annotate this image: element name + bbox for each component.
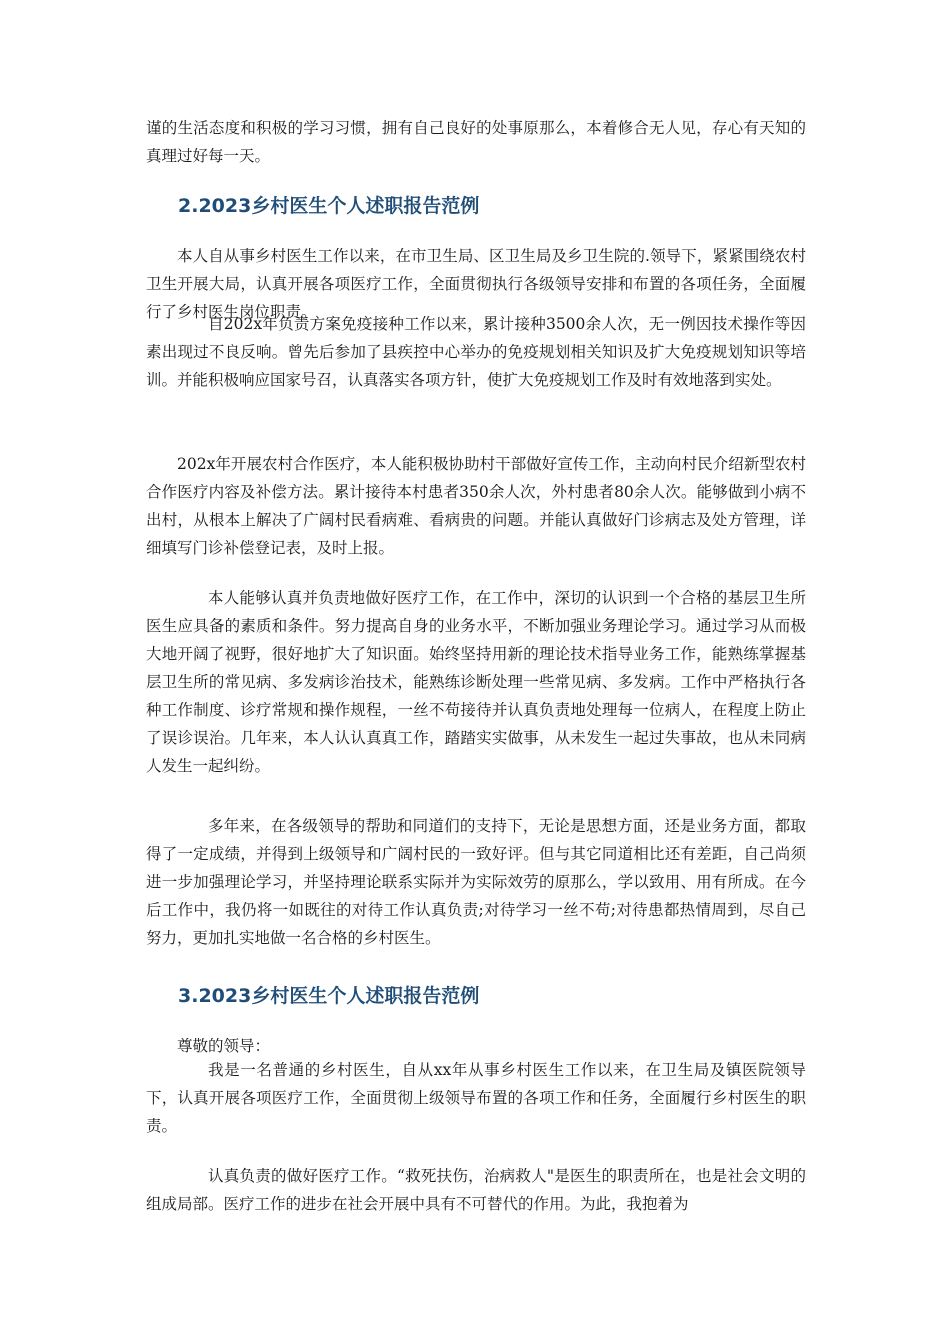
section-2-paragraph-4: 本人能够认真并负责地做好医疗工作，在工作中，深切的认识到一个合格的基层卫生所医生应具备的素质和条件。努力提高自身的业务水平，不断加强业务理论学习。通过学习从而极大地开阔了视野，很好地扩大了知识面。始终坚持用新的理论技术指导业务工作，能熟练掌握基层卫生所的常见病、多发病诊治技术，能熟练诊断处理一些常见病、多发病。工作中严格执行各种工作制度、诊疗常规和操作规程，一丝不苟接待并认真负责地处理每一位病人，在程度上防止了误诊误治。几年来，本人认认真真工作，踏踏实实做事，从未发生一起过失事故，也从未同病人发生一起纠纷。 (146, 589, 806, 775)
section-2-paragraph-1: 本人自从事乡村医生工作以来，在市卫生局、区卫生局及乡卫生院的.领导下，紧紧围绕农村卫生开展大局，认真开展各项医疗工作，全面贯彻执行各级领导安排和布置的各项任务，全面履行了乡村医生岗位职责。 (146, 247, 806, 321)
section-2-paragraph-2: 自202x年负责方案免疫接种工作以来，累计接种3500余人次，无一例因技术操作等因素出现过不良反响。曾先后参加了县疾控中心举办的免疫规划相关知识及扩大免疫规划知识等培训。并能积极响应国家号召，认真落实各项方针，使扩大免疫规划工作及时有效地落到实处。 (146, 315, 806, 389)
section-3-heading: 3.2023乡村医生个人述职报告范例 (178, 985, 480, 1007)
section-3-paragraph-1: 我是一名普通的乡村医生，自从xx年从事乡村医生工作以来，在卫生局及镇医院领导下，认真开展各项医疗工作，全面贯彻上级领导布置的各项工作和任务，全面履行乡村医生的职责。 (146, 1061, 806, 1135)
section-2-paragraph-5: 多年来，在各级领导的帮助和同道们的支持下，无论是思想方面，还是业务方面，都取得了一定成绩，并得到上级领导和广阔村民的一致好评。但与其它同道相比还有差距，自己尚须进一步加强理论学习，并坚持理论联系实际并为实际效劳的原那么，学以致用、用有所成。在今后工作中，我仍将一如既往的对待工作认真负责;对待学习一丝不苟;对待患都热情周到，尽自己努力，更加扎实地做一名合格的乡村医生。 (146, 817, 806, 947)
section-3-salutation: 尊敬的领导： (177, 1037, 271, 1055)
section-3-paragraph-2: 认真负责的做好医疗工作。“救死扶伤，治病救人"是医生的职责所在，也是社会文明的组成局部。医疗工作的进步在社会开展中具有不可替代的作用。为此，我抱着为 (146, 1167, 806, 1213)
intro-fragment: 谨的生活态度和积极的学习习惯，拥有自己良好的处事原那么，本着修合无人见，存心有天知的真理过好每一天。 (146, 119, 806, 165)
section-2-heading: 2.2023乡村医生个人述职报告范例 (178, 195, 480, 217)
section-2-paragraph-3: 202x年开展农村合作医疗，本人能积极协助村干部做好宣传工作，主动向村民介绍新型农村合作医疗内容及补偿方法。累计接待本村患者350余人次，外村患者80余人次。能够做到小病不出村，从根本上解决了广阔村民看病难、看病贵的问题。并能认真做好门诊病志及处方管理，详细填写门诊补偿登记表，及时上报。 (146, 455, 806, 557)
